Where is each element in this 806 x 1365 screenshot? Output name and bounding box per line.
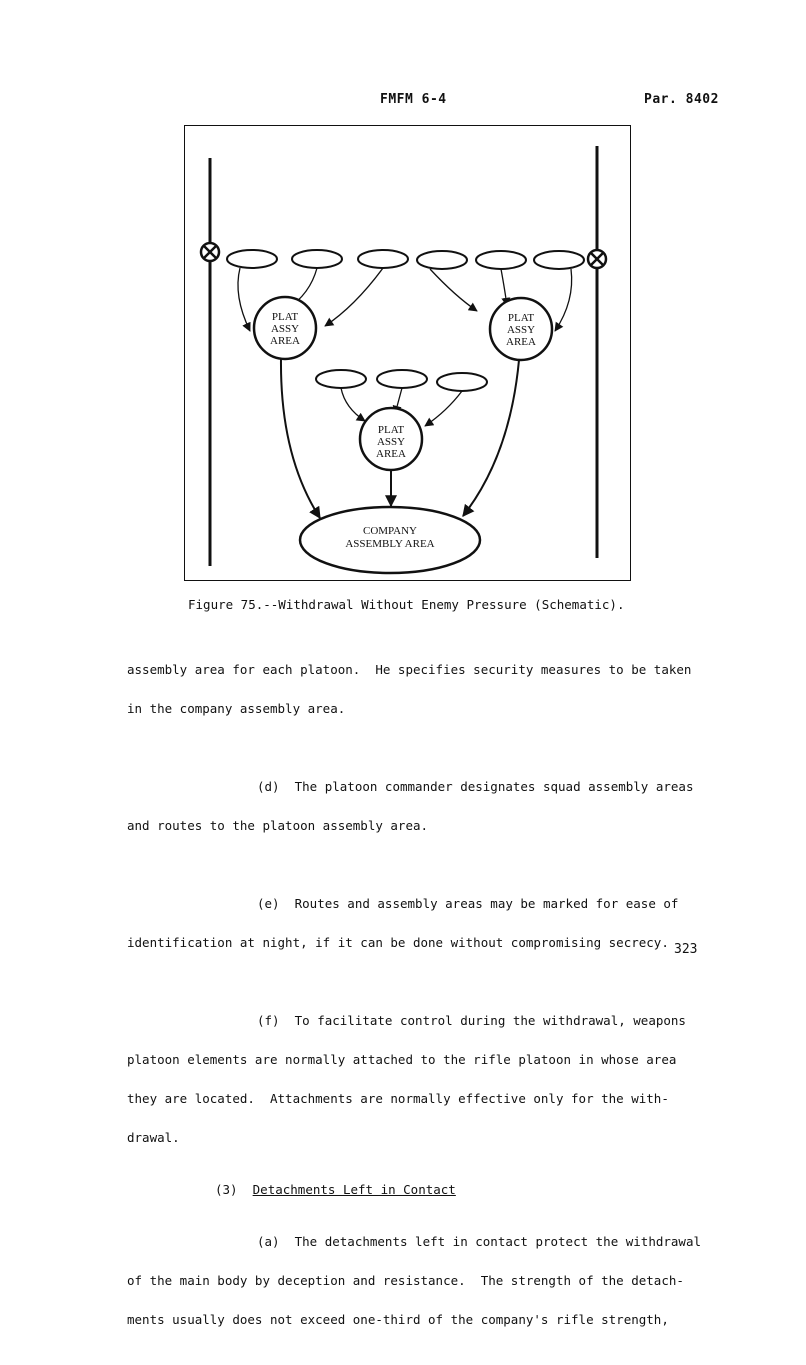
text-line: platoon elements are normally attached to the rifle platoon in whose area xyxy=(127,1052,677,1067)
plat-right-line3: AREA xyxy=(506,336,536,348)
text-line: in the company assembly area. xyxy=(127,701,346,716)
text-line: drawal. xyxy=(127,1130,180,1145)
plat-left-line3: AREA xyxy=(270,335,300,347)
figure-caption: Figure 75.--Withdrawal Without Enemy Pressure (Schematic). xyxy=(188,597,625,612)
text-line: (d) The platoon commander designates squad assembly areas xyxy=(257,779,694,794)
squad-position-8 xyxy=(377,370,427,388)
paragraph-number: Par. 8402 xyxy=(644,92,719,107)
squad-position-1 xyxy=(227,250,277,268)
plat-left-line2: ASSY xyxy=(270,323,300,335)
company-label-line1: COMPANY xyxy=(362,525,418,537)
plat-center-line2: ASSY xyxy=(376,436,406,448)
text-line: (e) Routes and assembly areas may be marked for ease of xyxy=(257,896,679,911)
body-text xyxy=(127,637,727,1365)
text-line: and routes to the platoon assembly area. xyxy=(127,818,429,833)
paragraph-a xyxy=(127,1209,727,1352)
text-line: (f) To facilitate control during the withdrawal, weapons xyxy=(257,1013,686,1028)
squad-position-3 xyxy=(358,250,408,268)
section-number: (3) xyxy=(215,1182,238,1197)
figure-frame xyxy=(184,125,631,581)
left-boundary-marker-icon xyxy=(201,243,219,261)
squad-position-2 xyxy=(292,250,342,268)
text-line: assembly area for each platoon. He specifies security measures to be taken xyxy=(127,662,692,677)
squad-position-4 xyxy=(417,251,467,269)
text-line: they are located. Attachments are normally effective only for the with- xyxy=(127,1091,669,1106)
plat-center-line1: PLAT xyxy=(377,424,405,436)
withdrawal-schematic xyxy=(185,126,632,582)
paragraph-continued xyxy=(127,637,727,741)
right-boundary-marker-icon xyxy=(588,250,606,268)
plat-right-line2: ASSY xyxy=(506,324,536,336)
plat-left-line1: PLAT xyxy=(271,311,299,323)
plat-center-line3: AREA xyxy=(376,448,406,460)
squad-position-9 xyxy=(437,373,487,391)
plat-right-line1: PLAT xyxy=(507,312,535,324)
squad-position-5 xyxy=(476,251,526,269)
section-title: Detachments Left in Contact xyxy=(252,1182,456,1197)
squad-position-7 xyxy=(316,370,366,388)
text-line: ments usually does not exceed one-third of the company's rifle strength, xyxy=(127,1312,669,1327)
paragraph-d xyxy=(127,754,727,858)
text-line: (a) The detachments left in contact protect the withdrawal xyxy=(257,1234,702,1249)
text-line: of the main body by deception and resistance. The strength of the detach- xyxy=(127,1273,684,1288)
company-label-line2: ASSEMBLY AREA xyxy=(345,538,435,550)
paragraph-f xyxy=(127,988,727,1170)
section-heading xyxy=(127,1183,727,1196)
squad-position-6 xyxy=(534,251,584,269)
page-number: 323 xyxy=(674,942,698,957)
paragraph-e xyxy=(127,871,727,975)
text-line: identification at night, if it can be done without compromising secrecy. xyxy=(127,935,669,950)
document-id: FMFM 6-4 xyxy=(380,92,447,107)
